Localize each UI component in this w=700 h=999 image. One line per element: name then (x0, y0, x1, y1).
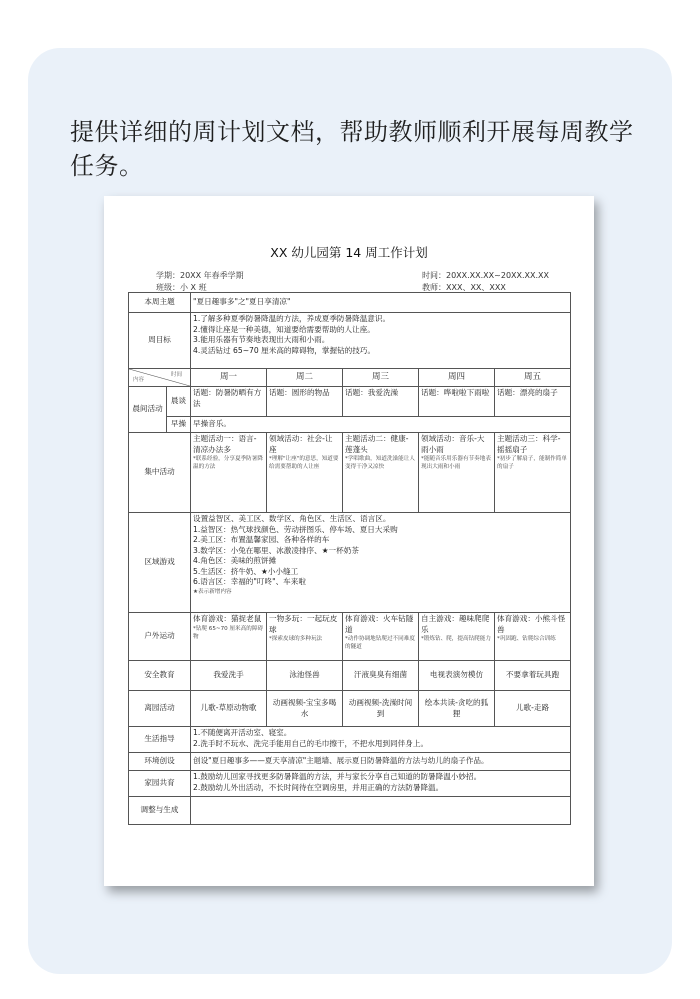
theme-value: "夏日趣事多"之"夏日享清凉" (191, 293, 571, 313)
leave-cell: 儿歌-走路 (495, 691, 571, 727)
goal-item: 3.能用乐器有节奏地表现出大雨和小雨。 (193, 335, 330, 344)
outdoor-cell (419, 613, 495, 661)
morning-label: 晨间活动 (129, 387, 167, 433)
safety-cell: 汗液臭臭有细菌 (343, 661, 419, 691)
area-item: 设置益智区、美工区、数学区、角色区、生活区、语言区。 (193, 514, 391, 523)
morning-exercise-label: 早操 (167, 417, 191, 433)
area-item: 5.生活区：挤牛奶、★小小缝工 (193, 566, 299, 576)
term-info: 学期：20XX 年春季学期 (156, 271, 244, 280)
days-header-row (129, 369, 571, 387)
safety-label: 安全教育 (129, 661, 191, 691)
goal-item: 4.灵活钻过 65~70 厘米高的障碍物，掌握钻的技巧。 (193, 345, 376, 355)
area-row (129, 513, 571, 613)
outdoor-cell (267, 613, 343, 661)
focus-row (129, 433, 571, 513)
life-item: 2.洗手时不玩水、洗完手能用自己的毛巾擦干，不把水甩到同伴身上。 (193, 738, 429, 748)
outdoor-title: 一物多玩：一起玩皮球 (269, 614, 338, 634)
corner-time-label: 时间 (170, 372, 182, 378)
safety-row (129, 661, 571, 691)
day-wednesday: 周三 (343, 369, 419, 387)
outdoor-row (129, 613, 571, 661)
focus-title: 主题活动二：健康-莲蓬头 (345, 434, 409, 454)
env-label: 环境创设 (129, 753, 191, 771)
area-item: 6.语言区：幸福的"叮咚"、车来啦 (193, 577, 306, 586)
safety-cell: 泳池怪兽 (267, 661, 343, 691)
day-friday: 周五 (495, 369, 571, 387)
morning-exercise-value: 早操音乐。 (191, 417, 571, 433)
safety-cell: 不要拿着玩具跑 (495, 661, 571, 691)
home-item: 1.鼓励幼儿回家寻找更多防暑降温的方法，并与家长分享自己知道的防暑降温小妙招。 (193, 772, 482, 781)
life-label: 生活指导 (129, 727, 191, 753)
focus-note: *学唱歌曲，知道洗澡能让人变得干净又凉快 (345, 456, 415, 470)
focus-cell (191, 433, 267, 513)
focus-label: 集中活动 (129, 433, 191, 513)
leave-cell: 儿歌-草原动物歌 (191, 691, 267, 727)
focus-note: *能随音乐用乐器有节奏地表现出大雨和小雨 (421, 456, 491, 470)
morning-talk-cell: 话题：防暑防晒有方法 (191, 387, 267, 417)
adjust-value (191, 797, 571, 825)
outdoor-note: *钻爬 65~70 厘米高的障碍物 (193, 625, 264, 640)
focus-title: 主题活动三：科学-摇摇扇子 (497, 434, 561, 454)
leave-row (129, 691, 571, 727)
home-label: 家园共育 (129, 771, 191, 797)
env-value: 创设"夏日趣事多——夏天享清凉"主题墙、展示夏日防暑降温的方法与幼儿的扇子作品。 (191, 753, 571, 771)
day-thursday: 周四 (419, 369, 495, 387)
leave-cell: 绘本共读-贪吃的狐狸 (419, 691, 495, 727)
weekly-plan-table (128, 292, 571, 825)
outdoor-title: 自主游戏：趣味爬爬乐 (421, 614, 490, 634)
safety-cell: 电视表演勿模仿 (419, 661, 495, 691)
life-item: 1.不随便离开活动室、寝室。 (193, 728, 292, 737)
goals-row (129, 313, 571, 369)
goals-cell (191, 313, 571, 369)
leave-label: 离园活动 (129, 691, 191, 727)
morning-talk-label: 晨谈 (167, 387, 191, 417)
area-label: 区域游戏 (129, 513, 191, 613)
focus-note: *初步了解扇子，能制作简单的扇子 (497, 456, 567, 470)
doc-title: XX 幼儿园第 14 周工作计划 (270, 245, 428, 260)
outdoor-cell (495, 613, 571, 661)
day-monday: 周一 (191, 369, 267, 387)
focus-cell (495, 433, 571, 513)
outdoor-note: *动作协调地钻爬过不同难度的隧道 (345, 636, 415, 650)
area-item: 2.美工区：布置温馨家园、各种各样的车 (193, 535, 330, 544)
morning-talk-row (129, 387, 571, 417)
safety-cell: 我爱洗手 (191, 661, 267, 691)
outdoor-note: *探索皮球的多种玩法 (269, 636, 323, 642)
leave-cell: 动画视频-宝宝多喝水 (267, 691, 343, 727)
outdoor-note: *锻炼钻、爬，提高钻爬能力 (421, 636, 491, 642)
goal-item: 1.了解多种夏季防暑降温的方法，养成夏季防暑降温意识。 (193, 314, 391, 323)
focus-title: 领域活动：社会-让座 (269, 434, 333, 454)
adjust-label: 调整与生成 (129, 797, 191, 825)
focus-note: *联系经验，分享夏季防暑降温的方法 (193, 456, 263, 470)
time-info: 时间：20XX.XX.XX~20XX.XX.XX (422, 271, 549, 280)
focus-cell (343, 433, 419, 513)
home-row (129, 771, 571, 797)
home-item: 2.鼓励幼儿外出活动，不长时间待在空调房里，并用正确的方法防暑降温。 (193, 782, 444, 792)
outdoor-title: 体育游戏：火车钻隧道 (345, 614, 414, 634)
life-cell (191, 727, 571, 753)
morning-exercise-row (129, 417, 571, 433)
area-item: 1.益智区：热气球找颜色、劳动拼图乐、停车场、夏日大采购 (193, 524, 398, 534)
area-legend: ★表示新增内容 (193, 588, 232, 595)
teacher-info: 教师：XXX、XX、XXX (422, 283, 506, 292)
corner-content-label: 内容 (133, 376, 145, 383)
focus-title: 主题活动一：语言-清凉办法多 (193, 434, 257, 454)
outdoor-note: *巩固跑、钻爬综合训练 (497, 636, 556, 642)
home-cell (191, 771, 571, 797)
morning-talk-cell: 话题：我爱洗澡 (343, 387, 419, 417)
adjust-row (129, 797, 571, 825)
document-page (104, 196, 594, 886)
outdoor-label: 户外运动 (129, 613, 191, 661)
area-item: 4.角色区：美味的煎饼摊 (193, 556, 277, 565)
theme-row (129, 293, 571, 313)
goal-item: 2.懂得让座是一种美德，知道要给需要帮助的人让座。 (193, 324, 375, 334)
headline: 提供详细的周计划文档，帮助教师顺利开展每周教学任务。 (70, 118, 634, 180)
leave-cell: 动画视频-洗澡时间到 (343, 691, 419, 727)
class-info: 班级：小 X 班 (156, 283, 207, 292)
focus-note: *理解"让座"的意思，知道要给需要帮助的人让座 (269, 456, 339, 470)
outdoor-title: 体育游戏：猫捉老鼠 (193, 614, 262, 623)
outdoor-title: 体育游戏：小熊斗怪兽 (497, 614, 566, 634)
life-row (129, 727, 571, 753)
corner-cell (129, 369, 191, 387)
env-row (129, 753, 571, 771)
outdoor-cell (191, 613, 267, 661)
goals-label: 周目标 (129, 313, 191, 369)
morning-talk-cell: 话题：漂亮的扇子 (495, 387, 571, 417)
theme-label: 本周主题 (129, 293, 191, 313)
focus-title: 领域活动：音乐-大雨小雨 (421, 434, 485, 454)
day-tuesday: 周二 (267, 369, 343, 387)
area-item: 3.数学区：小兔在哪里、冰激凌排序、★一杯奶茶 (193, 545, 359, 555)
focus-cell (267, 433, 343, 513)
area-cell (191, 513, 571, 613)
morning-talk-cell: 话题：哗啦啦下雨啦 (419, 387, 495, 417)
morning-talk-cell: 话题：圆形的物品 (267, 387, 343, 417)
outdoor-cell (343, 613, 419, 661)
focus-cell (419, 433, 495, 513)
